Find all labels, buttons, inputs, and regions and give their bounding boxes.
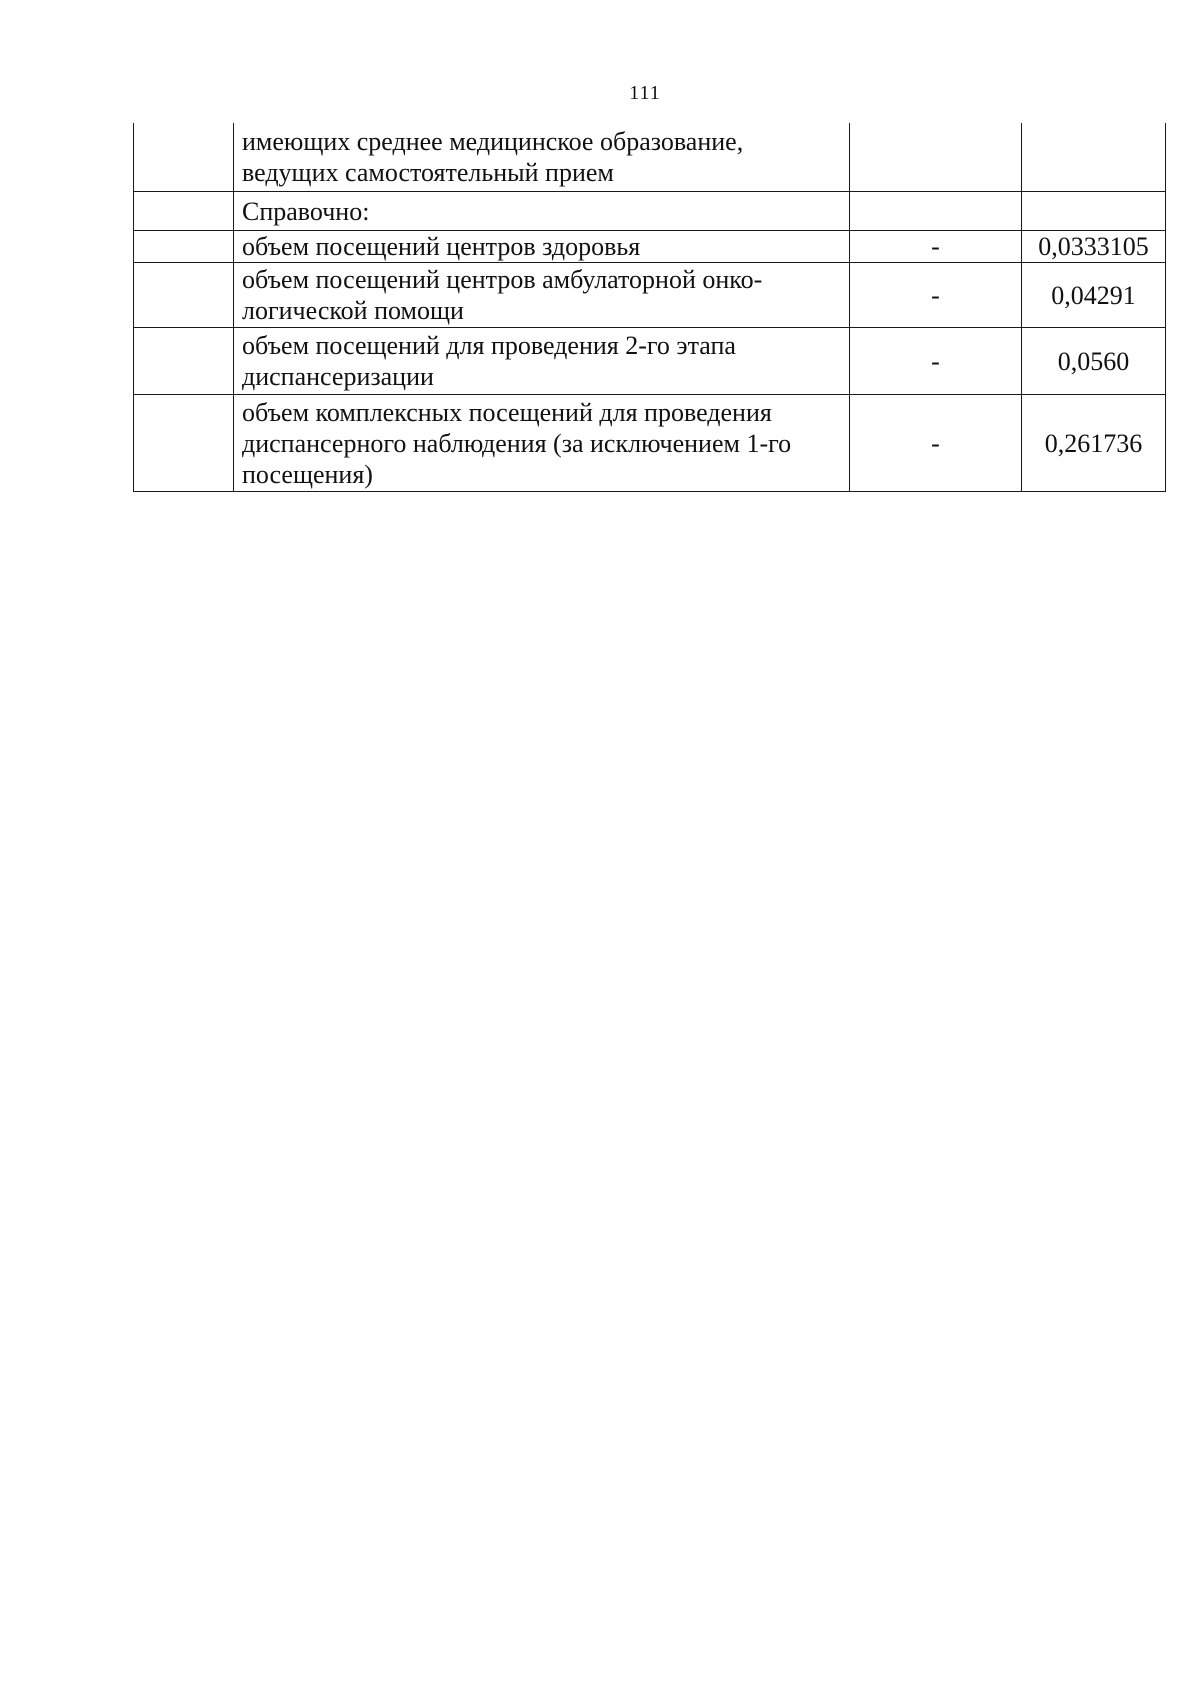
value-cell: 0,0333105 [1022,231,1166,263]
unit-cell: - [850,231,1022,263]
row-number-cell [134,231,234,263]
table-row [134,192,1166,231]
description-cell: объем посещений центров здоровья [234,231,850,263]
unit-cell: - [850,395,1022,492]
data-table [133,123,1166,492]
row-number-cell [134,192,234,231]
table-row [134,123,1166,192]
unit-cell: - [850,263,1022,328]
unit-cell: - [850,328,1022,395]
unit-cell [850,123,1022,192]
table-row [134,328,1166,395]
value-cell: 0,04291 [1022,263,1166,328]
description-cell: Справочно: [234,192,850,231]
value-cell [1022,192,1166,231]
unit-cell [850,192,1022,231]
value-cell: 0,261736 [1022,395,1166,492]
description-cell: объем комплексных посещений для проведения диспансерного наблюдения (за исключением 1-го посещения) [234,395,850,492]
description-cell: объем посещений для проведения 2-го этапа диспансеризации [234,328,850,395]
value-cell [1022,123,1166,192]
row-number-cell [134,263,234,328]
table-row [134,263,1166,328]
page-number: 111 [629,82,661,104]
description-cell: имеющих среднее медицинское образование, ведущих самостоятельный прием [234,123,850,192]
description-cell: объем посещений центров амбулаторной онко-логической помощи [234,263,850,328]
row-number-cell [134,123,234,192]
value-cell: 0,0560 [1022,328,1166,395]
table-row [134,231,1166,263]
row-number-cell [134,328,234,395]
table-row [134,395,1166,492]
row-number-cell [134,395,234,492]
